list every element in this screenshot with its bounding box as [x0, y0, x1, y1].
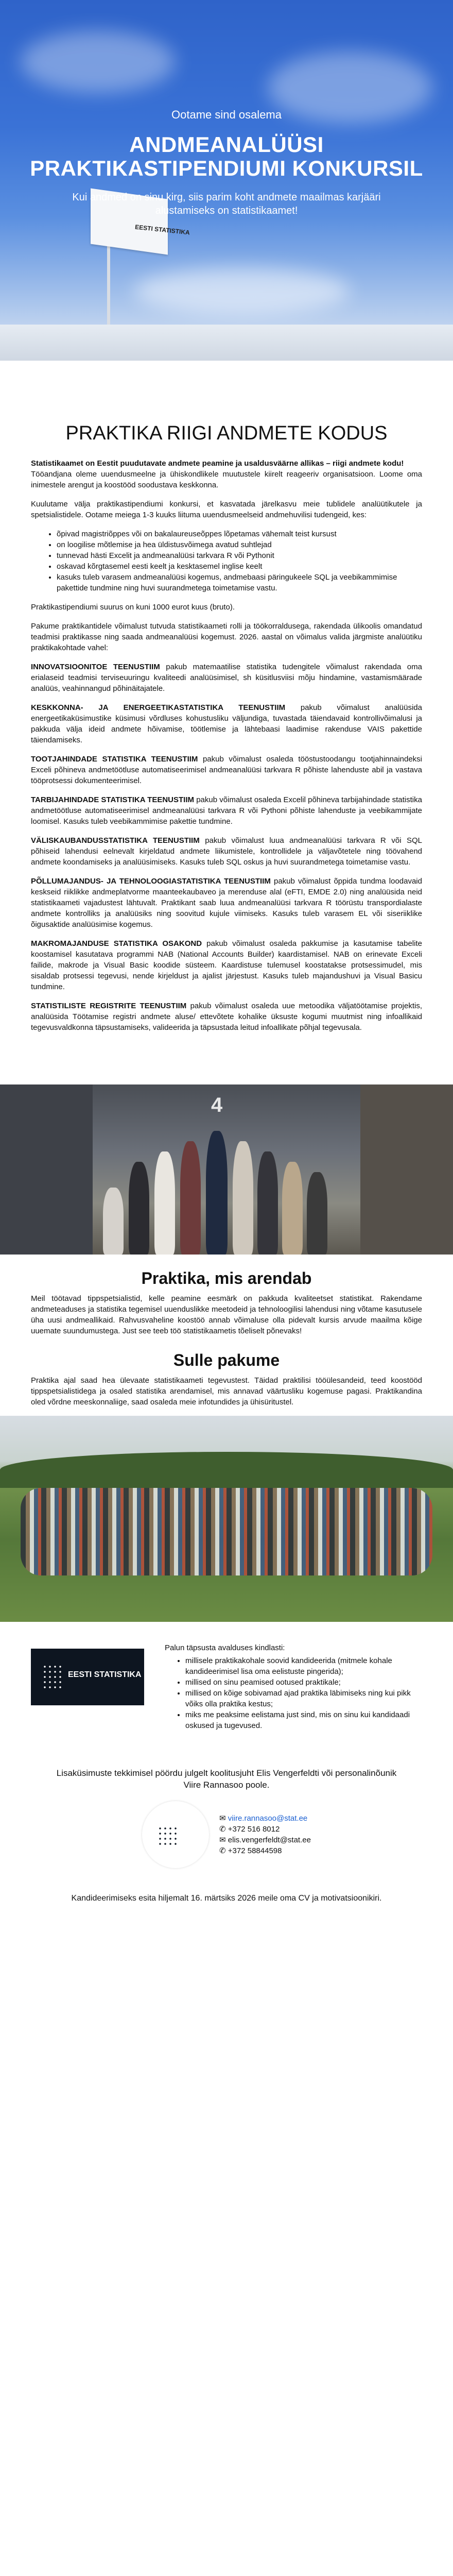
section-text-offer: Praktika ajal saad hea ülevaate statistikaameti tegevustest. Täidad praktilisi tööülesandeid, teed koostööd tippspetsialistidega ja osaled statistika arendamisel, mis annavad väärtusliku kogemuse pagasi. Praktikandina oled võrdne meeskonnaliige, saad osaleda meie infotundides ja ühisüritustel. — [31, 1376, 422, 1406]
team-text: pakub võimalust osaleda Excelil põhineva tarbijahindade statistika andmetöötluse automatiseerimisel andmeanalüüsi tarkvara R või Pythoni põhiste lahenduste ja veebikammijate loomisel. Kasuks tuleb veebikammimise pakettie tundmine. — [31, 795, 422, 826]
team-name: KESKKONNA- JA ENERGEETIKASTATISTIKA TEENUSTIIM — [31, 703, 286, 712]
email-elis: elis.vengerfeldt@stat.ee — [228, 1836, 311, 1844]
team-paragraph — [31, 876, 422, 930]
hero-subtitle: Kui andmed on sinu kirg, siis parim koht andmete maailmas karjääri alustamiseks on statistikaamet! — [72, 192, 381, 216]
main-content — [0, 422, 453, 1033]
contact-logo — [142, 1801, 209, 1868]
team-text: pakub võimalust osaleda uue metoodika väljatöötamise projektis, analüüsida Töötamise registri andmete aluse/ ettevõtete kohalike üksuste kogumi muutmist ning infoallikaid tegevusvaldkonna täpsustamiseks, valideerida ja täpsustada leitud infoallikate põhjal tegevusala. — [31, 1002, 422, 1032]
group-outdoor-photo — [0, 1416, 453, 1622]
team-paragraph — [31, 938, 422, 992]
list-item: • miks me peaksime eelistama just sind, mis on sinu kui kandidaadi oskused ja tugevused. — [185, 1709, 422, 1731]
phone-icon: ✆ — [219, 1825, 228, 1834]
email-icon: ✉ — [219, 1814, 228, 1823]
application-info — [0, 1622, 453, 1731]
requirements-list — [31, 529, 422, 594]
team-name: STATISTILISTE REGISTRITE TEENUSTIIM — [31, 1002, 187, 1010]
application-checklist — [165, 1655, 422, 1731]
call-paragraph: Kuulutame välja praktikastipendiumi konkursi, et kasvatada järelkasvu meie tublidele analüütikutele ja spetsialistidele. Ootame meiega 1-3 kuuks liituma uuendusmeelseid andmehuvilisi tudengeid, kes: — [31, 500, 422, 519]
team-name: INNOVATSIOONITOE TEENUSTIIM — [31, 663, 160, 671]
phone-viire: +372 516 8012 — [228, 1825, 280, 1834]
section-title-offer: Sulle pakume — [173, 1351, 280, 1369]
list-item: • tunnevad hästi Excelit ja andmeanalüüsi tarkvara R või Pythonit — [57, 550, 422, 561]
hero-banner — [0, 0, 453, 361]
stipend-paragraph: Praktikastipendiumi suurus on kuni 1000 eurot kuus (bruto). — [31, 603, 235, 612]
hero-title — [0, 133, 453, 180]
team-paragraph — [31, 662, 422, 694]
list-item: • on loogilise mõtlemise ja hea üldistusvõimega avatud suhtlejad — [57, 539, 422, 550]
team-paragraph — [31, 754, 422, 786]
phone-icon: ✆ — [219, 1846, 228, 1855]
intro-paragraph — [31, 458, 422, 490]
team-text: pakub võimalust analüüsida energeetikaküsimustike küsimusi võrdluses kohustusliku väljundiga, tuvastada täiendavaid kontrollivõimalusi ja pakkuda välja ideid andmete hõivamise, töötlemise ja lähtebaasi laadimise rakenduse VAIS pakettide täiendamiseks. — [31, 703, 422, 744]
hero-title-line1: ANDMEANALÜÜSI — [129, 132, 324, 157]
team-name: TARBIJAHINDADE STATISTIKA TEENUSTIIM — [31, 795, 194, 804]
questions-note: Lisaküsimuste tekkimisel pöördu julgelt koolitusjuht Elis Vengerfeldti või personalinõunik Viire Rannasoo poole. — [56, 1768, 397, 1790]
team-text: pakub võimalust osaleda pakkumise ja kasutamise tabelite koostamisel kasutatava programmi NAB (National Accounts Builder) kaardistamisel. NAB on erinevate Exceli failide, makrode ja Visual Basic koodide süsteem. Kaardistuse tulemusel koostatakse protsessimudel, mis sisaldab protsessi tegevusi, nende kirjeldust ja ajalist järjestust. Kasuks tuleb majandushuvi ja Visual Basicu tundmine. — [31, 939, 422, 991]
section-title-develop: Praktika, mis arendab — [141, 1269, 312, 1287]
phone-elis: +372 58844598 — [228, 1846, 282, 1855]
eesti-statistika-logo — [31, 1649, 144, 1705]
team-name: VÄLISKAUBANDUSSTATISTIKA TEENUSTIIM — [31, 836, 200, 845]
email-icon: ✉ — [219, 1836, 228, 1844]
team-text: pakub matemaatilise statistika tudengitele võimalust rakendada oma erialaseid teadmisi terviseuuringu kvaliteedi analüüsimisel, sh küsitlusviisi mõju hindamine, vastamismäärade analüüs, veahinnangud põhinäitajatele. — [31, 663, 422, 693]
deadline-note: Kandideerimiseks esita hiljemalt 16. märtsiks 2026 meile oma CV ja motivatsioonikiri. — [71, 1894, 382, 1903]
list-item: • millised on sinu peamised ootused praktikale; — [185, 1677, 422, 1688]
contact-block — [0, 1801, 453, 1868]
team-name: MAKROMAJANDUSE STATISTIKA OSAKOND — [31, 939, 202, 948]
hero-title-line2: PRAKTIKASTIPENDIUMI KONKURSIL — [30, 156, 423, 180]
page-title: PRAKTIKA RIIGI ANDMETE KODUS — [65, 422, 388, 444]
email-link-viire[interactable]: viire.rannasoo@stat.ee — [228, 1814, 308, 1823]
offer-paragraph: Pakume praktikantidele võimalust tutvuda statistikaameti rolli ja töökorraldusega, rakendada ülikoolis omandatud teadmisi praktikasse ning saada andmeanalüüsi kogemust. 2026. aastal on võimalus valida järgmiste analüütiku praktikakohtade vahel: — [31, 622, 422, 652]
team-paragraph — [31, 1001, 422, 1033]
list-item: • millisele praktikakohale soovid kandideerida (mitmele kohale kandideerimisel lisa oma eelistuste pingerida); — [185, 1655, 422, 1677]
section-text-develop: Meil töötavad tippspetsialistid, kelle peamine eesmärk on pakkuda kvaliteetset statistikat. Rakendame andmeteaduses ja statistika tegemisel uuenduslikke meetodeid ja tehnoloogilisi lahendusi ning võtame kasutusele üha uusi andmeallikaid. Rahvusvaheline koostöö annab võimaluse olla pidevalt kursis arvude maailma kõige uuemate suundumustega. Just see teeb töö statistikaametis tõeliselt põnevaks! — [31, 1294, 422, 1335]
team-paragraph — [31, 835, 422, 868]
team-paragraph — [31, 794, 422, 827]
list-item: • oskavad kõrgtasemel eesti keelt ja kesktasemel inglise keelt — [57, 561, 422, 572]
team-text: pakub võimalust luua andmeanalüüsi tarkvara R või SQL põhiseid lahendusi eelnevalt kirjeldatud andmete liikumistele, kontrollidele ja väljavõtetele ning töövahend andmete koondamiseks ja analüüsimiseks. Kasuks tuleb SQL oskus ja huvi suurandmetega toimetamise vastu. — [31, 836, 423, 867]
logo-text: EESTI STATISTIKA — [68, 1670, 142, 1679]
intro-text: Tööandjana oleme uuendusmeelne ja ühiskondlikele muutustele kiirelt reageeriv organisatsioon. Loome oma inimestele arengut ja koostööd soodustava keskkonna. — [31, 470, 422, 489]
hero-kicker: Ootame sind osalema — [171, 108, 282, 121]
team-name: PÕLLUMAJANDUS- JA TEHNOLOOGIASTATISTIKA TEENUSTIIM — [31, 877, 271, 886]
team-paragraph — [31, 702, 422, 745]
team-text: pakub võimalust õppida tundma loodavaid keskseid riiklikke andmeplatvorme maanteekaubaveo ja merenduse alal (eFTI, EMDE 2.0) ning analüüsida neid statistikaameti vajadustest lähtuvalt. Praktikant saab luua andmeanalüüsi tarkvara R töörüstu transpordialaste andmete kontrolliks ja analüüsiks ning soovitud kujule viimiseks. Kasuks tuleb varasem EL või siseriiklike õigusaktide analüüsimise kogemus. — [31, 877, 422, 929]
list-item: • kasuks tuleb varasem andmeanalüüsi kogemus, andmebaasi päringukeele SQL ja veebikammimise pakettide tundmine ning huvi suurandmetega toimetamise vastu. — [57, 572, 422, 594]
list-item: • millised on kõige sobivamad ajad praktika läbimiseks ning kui pikk võiks olla praktika kestus; — [185, 1688, 422, 1709]
team-name: TOOTJAHINDADE STATISTIKA TEENUSTIIM — [31, 755, 198, 764]
team-stairs-photo — [0, 1084, 453, 1255]
team-text: pakub võimalust osaleda tööstustoodangu tootjahinnaindeksi Exceli põhineva andmetöötluse automatiseerimisel andmeanalüüsi tarkvara R põhiste lahenduste abil ja vastava tööprotsessi dokumenteerimisel. — [31, 755, 422, 785]
floor-number-sign: 4 — [211, 1094, 223, 1116]
flag-logo-text: EESTI STATISTIKA — [134, 223, 190, 236]
intro-bold: Statistikaamet on Eestit puudutavate andmete peamine ja usaldusväärne allikas – riigi andmete kodu! — [31, 459, 404, 468]
list-item: • õpivad magistriõppes või on bakalaureuseõppes lõpetamas vähemalt teist kursust — [57, 529, 422, 539]
application-intro: Palun täpsusta avalduses kindlasti: — [165, 1643, 285, 1652]
